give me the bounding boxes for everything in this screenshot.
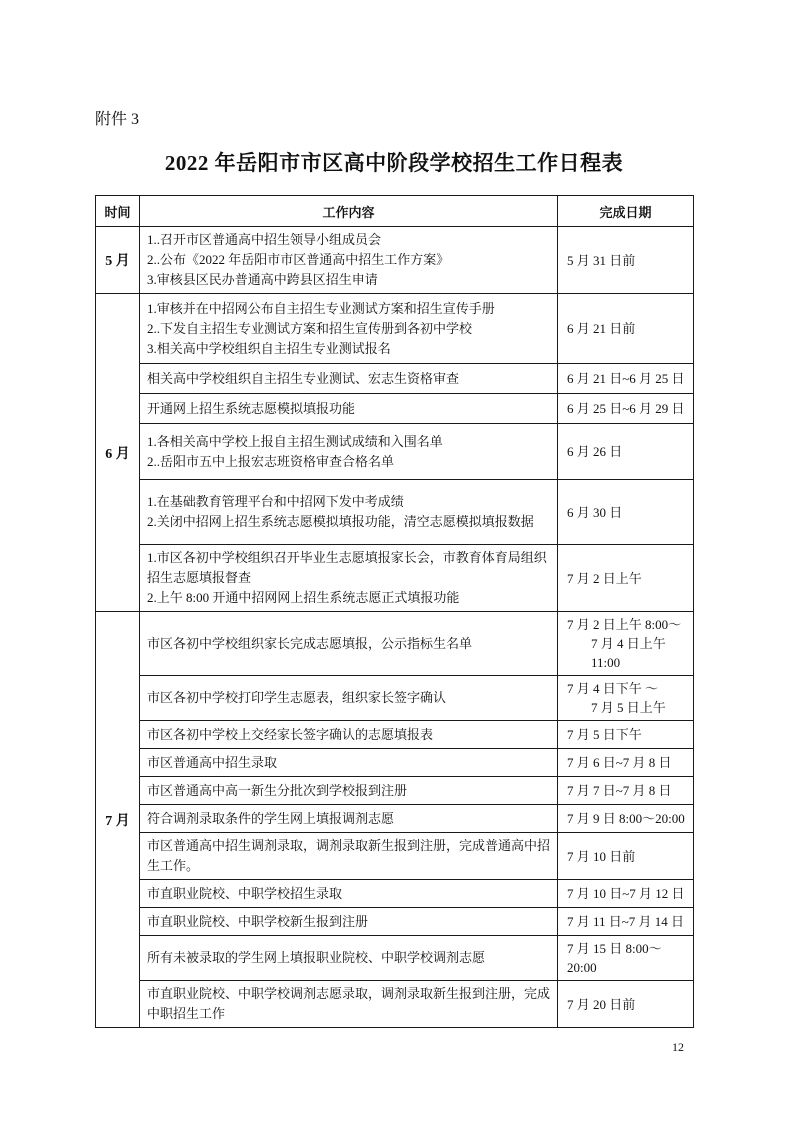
table-row <box>96 936 694 981</box>
month-cell: 6 月 <box>96 294 140 612</box>
table-row <box>96 981 694 1028</box>
date-line: 6 月 26 日 <box>567 444 623 459</box>
date-line: 7 月 15 日 8:00～20:00 <box>567 941 662 975</box>
task-line: 符合调剂录取条件的学生网上填报调剂志愿 <box>147 810 395 826</box>
task-line: 2.上午 8:00 开通中招网网上招生系统志愿正式填报功能 <box>147 590 460 605</box>
table-row <box>96 833 694 880</box>
task-line: 市直职业院校、中职学校招生录取 <box>147 885 343 901</box>
date-line: 7 月 2 日上午 <box>567 570 642 586</box>
table-row <box>96 480 694 545</box>
date-line: 7 月 4 日下午 ～ <box>567 681 659 696</box>
date-line: 7 月 11 日~7 月 14 日 <box>567 914 685 929</box>
date-line: 6 月 21 日前 <box>567 321 636 336</box>
date-cell <box>558 545 694 612</box>
task-line: 市直职业院校、中职学校调剂志愿录取，调剂录取新生报到注册，完成中职招生工作 <box>147 986 551 1021</box>
task-cell <box>140 480 558 545</box>
task-cell <box>140 227 558 294</box>
date-line: 7 月 20 日前 <box>567 996 636 1012</box>
attachment-label: 附件 3 <box>95 111 140 128</box>
task-cell <box>140 805 558 833</box>
date-cell <box>558 721 694 749</box>
table-row <box>96 364 694 394</box>
table-row <box>96 880 694 908</box>
table-row <box>96 749 694 777</box>
task-cell <box>140 612 558 676</box>
task-cell <box>140 833 558 880</box>
date-line: 7 月 10 日~7 月 12 日 <box>567 886 685 901</box>
date-line: 6 月 30 日 <box>567 504 623 520</box>
task-line: 1.审核并在中招网公布自主招生专业测试方案和招生宣传手册 <box>147 300 495 316</box>
date-cell <box>558 612 694 676</box>
task-line: 市区普通高中招生录取 <box>147 754 278 770</box>
task-line: 1..召开市区普通高中招生领导小组成员会 <box>147 232 382 247</box>
task-cell <box>140 545 558 612</box>
task-line: 市区普通高中高一新生分批次到学校报到注册 <box>147 782 408 798</box>
schedule-table <box>95 195 694 1028</box>
task-line: 2.关闭中招网上招生系统志愿模拟填报功能，清空志愿模拟填报数据 <box>147 514 534 529</box>
task-line: 市区各初中学校打印学生志愿表，组织家长签字确认 <box>147 690 447 705</box>
date-cell <box>558 227 694 294</box>
date-cell <box>558 749 694 777</box>
task-cell <box>140 294 558 364</box>
date-line: 5 月 31 日前 <box>567 252 636 268</box>
date-cell <box>558 394 694 424</box>
table-row <box>96 545 694 612</box>
task-line: 市区各初中学校组织家长完成志愿填报，公示指标生名单 <box>147 635 473 651</box>
date-cell <box>558 424 694 480</box>
task-line: 3.审核县区民办普通高中跨县区招生申请 <box>147 272 378 287</box>
task-cell <box>140 880 558 908</box>
table-row <box>96 805 694 833</box>
table-row <box>96 777 694 805</box>
task-line: 所有未被录取的学生网上填报职业院校、中职学校调剂志愿 <box>147 950 486 965</box>
task-line: 相关高中学校组织自主招生专业测试、宏志生资格审查 <box>147 370 460 386</box>
task-line: 1.市区各初中学校组织召开毕业生志愿填报家长会，市教育体育局组织招生志愿填报督查 <box>147 550 547 585</box>
date-line: 7 月 5 日上午 <box>591 700 666 715</box>
task-line: 1.各相关高中学校上报自主招生测试成绩和入围名单 <box>147 433 443 449</box>
date-cell <box>558 880 694 908</box>
page-number: 12 <box>672 1040 684 1054</box>
table-row <box>96 676 694 721</box>
column-header-content: 工作内容 <box>140 196 558 227</box>
date-cell <box>558 294 694 364</box>
date-cell <box>558 981 694 1028</box>
date-cell <box>558 676 694 721</box>
task-cell <box>140 721 558 749</box>
date-cell <box>558 364 694 394</box>
task-cell <box>140 749 558 777</box>
task-line: 2..公布《2022 年岳阳市市区普通高中招生工作方案》 <box>147 252 450 267</box>
task-cell <box>140 424 558 480</box>
month-cell: 5 月 <box>96 227 140 294</box>
task-line: 1.在基础教育管理平台和中招网下发中考成绩 <box>147 494 404 509</box>
task-cell <box>140 394 558 424</box>
document-title: 2022 年岳阳市市区高中阶段学校招生工作日程表 <box>164 151 624 175</box>
task-cell <box>140 777 558 805</box>
table-row <box>96 424 694 480</box>
table-row <box>96 908 694 936</box>
task-line: 3.相关高中学校组织自主招生专业测试报名 <box>147 340 391 356</box>
task-line: 市区普通高中招生调剂录取，调剂录取新生报到注册，完成普通高中招生工作。 <box>147 838 551 873</box>
date-line: 7 月 2 日上午 8:00～ <box>567 617 682 632</box>
table-row <box>96 394 694 424</box>
date-cell <box>558 805 694 833</box>
table-row <box>96 721 694 749</box>
table-row <box>96 227 694 294</box>
task-line: 市区各初中学校上交经家长签字确认的志愿填报表 <box>147 726 434 742</box>
task-cell <box>140 981 558 1028</box>
date-line: 7 月 4 日上午 11:00 <box>591 636 666 670</box>
task-line: 开通网上招生系统志愿模拟填报功能 <box>147 400 356 416</box>
task-line: 2..岳阳市五中上报宏志班资格审查合格名单 <box>147 453 395 469</box>
date-line: 7 月 10 日前 <box>567 848 636 864</box>
date-cell <box>558 833 694 880</box>
date-line: 6 月 21 日~6 月 25 日 <box>567 371 685 386</box>
month-cell: 7 月 <box>96 612 140 1028</box>
date-cell <box>558 936 694 981</box>
date-line: 7 月 7 日~7 月 8 日 <box>567 783 672 798</box>
date-line: 7 月 9 日 8:00～20:00 <box>567 811 685 826</box>
table-header-row <box>96 196 694 227</box>
task-cell <box>140 676 558 721</box>
task-cell <box>140 908 558 936</box>
date-cell <box>558 777 694 805</box>
date-cell <box>558 908 694 936</box>
date-line: 7 月 6 日~7 月 8 日 <box>567 755 672 770</box>
task-cell <box>140 936 558 981</box>
table-row <box>96 612 694 676</box>
date-line: 6 月 25 日~6 月 29 日 <box>567 401 685 416</box>
column-header-date: 完成日期 <box>558 196 694 227</box>
table-row <box>96 294 694 364</box>
date-line: 7 月 5 日下午 <box>567 727 642 742</box>
column-header-time: 时间 <box>96 196 140 227</box>
task-line: 市直职业院校、中职学校新生报到注册 <box>147 913 369 929</box>
task-cell <box>140 364 558 394</box>
task-line: 2..下发自主招生专业测试方案和招生宣传册到各初中学校 <box>147 320 473 336</box>
date-cell <box>558 480 694 545</box>
